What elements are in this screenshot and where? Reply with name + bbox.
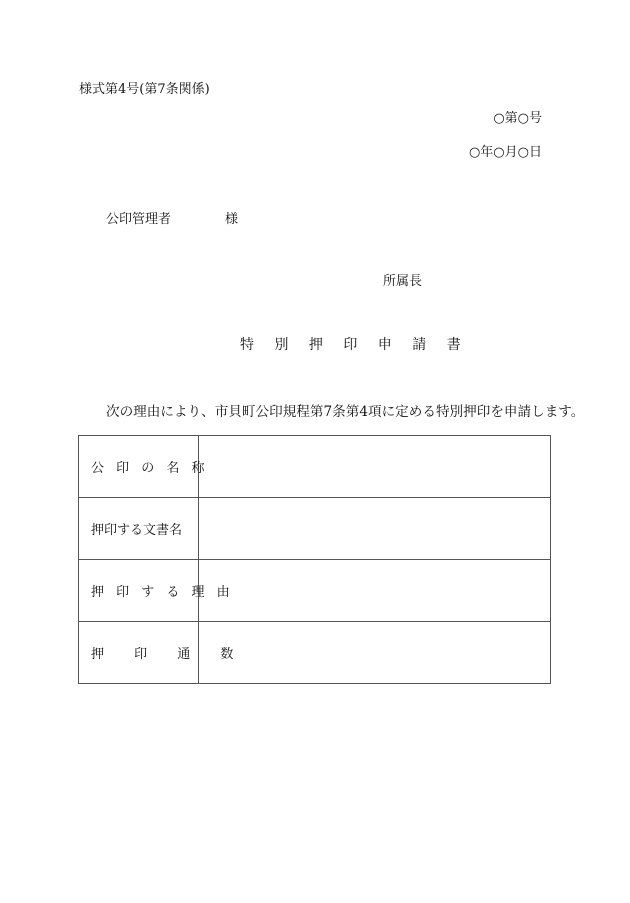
addressee: 公印管理者	[106, 212, 172, 227]
seal-name-field[interactable]	[199, 436, 551, 498]
document-name-label-cell	[79, 498, 199, 560]
document-title: 特 別 押 印 申 請 書	[240, 337, 469, 353]
sender: 所属長	[383, 274, 423, 289]
document-number: ○第○号	[493, 111, 542, 126]
table-row	[79, 560, 551, 622]
table-row	[79, 436, 551, 498]
seal-count-field[interactable]	[199, 622, 551, 684]
application-statement: 次の理由により、市貝町公印規程第7条第4項に定める特別押印を申請します。	[106, 404, 585, 420]
document-name-field[interactable]	[199, 498, 551, 560]
addressee-honorific: 様	[225, 212, 239, 227]
seal-count-label-cell	[79, 622, 247, 684]
reason-label-cell	[79, 560, 234, 622]
seal-name-label-cell	[79, 436, 209, 498]
reason-label: 押 印 す る 理 由	[91, 585, 234, 600]
application-form-table	[78, 435, 551, 684]
document-date: ○年○月○日	[468, 145, 542, 160]
table-row	[79, 498, 551, 560]
document-name-label: 押印する文書名	[91, 523, 183, 538]
seal-name-label: 公 印 の 名 称	[91, 461, 209, 476]
seal-count-label: 押 印 通 数	[91, 647, 247, 662]
reason-field[interactable]	[199, 560, 551, 622]
table-row	[79, 622, 551, 684]
form-number: 様式第4号(第7条関係)	[79, 82, 210, 97]
